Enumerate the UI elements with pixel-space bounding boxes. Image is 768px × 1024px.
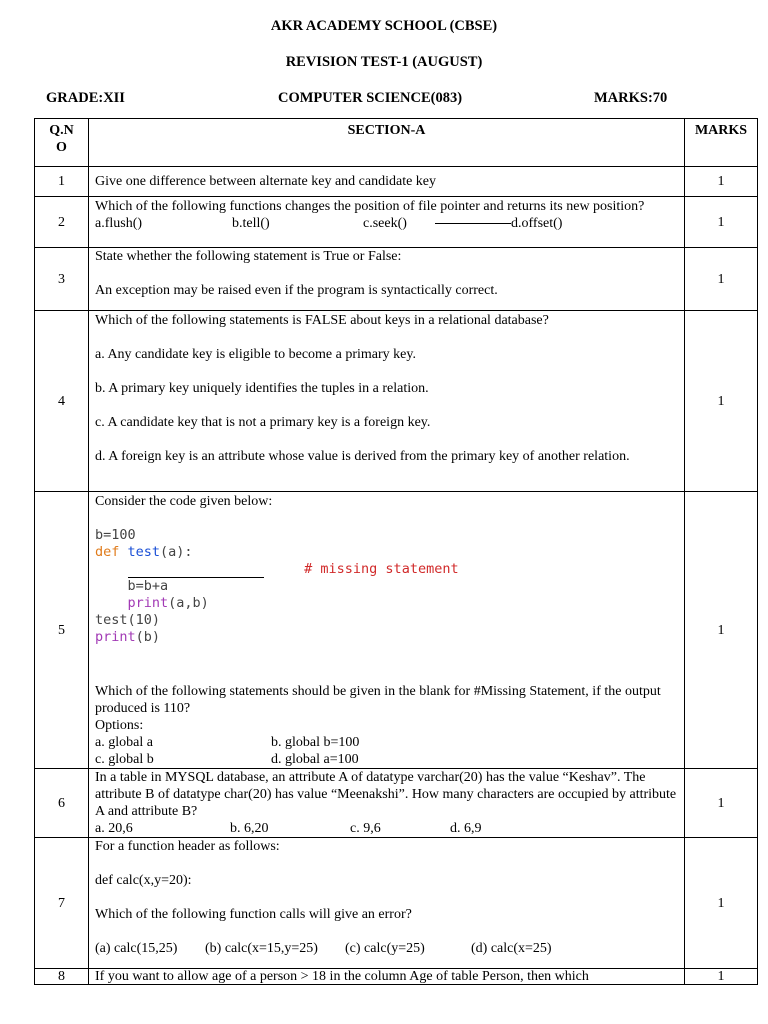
options-row [95,940,678,957]
question-number: 6 [35,769,89,838]
code-line: b=100 [95,527,136,543]
option-b: b.tell() [232,216,270,231]
subject-label: COMPUTER SCIENCE(083) [278,90,463,106]
question-marks: 1 [685,311,758,492]
option-d: d. 6,9 [450,821,482,836]
question-statement: An exception may be raised even if the program is syntactically correct. [95,283,498,298]
code-text: (b) [135,629,161,645]
option-a: a. 20,6 [95,821,133,836]
function-header: def calc(x,y=20): [95,873,192,888]
question-number: 2 [35,197,89,248]
question-row-5 [35,492,758,769]
question-row-3 [35,248,758,311]
options-row [95,215,678,232]
question-content [89,311,685,492]
question-text: In a table in MYSQL database, an attribute A of datatype varchar(20) has the value “Keshav”. The attribute B of datatype char(20) has value “Meenakshi”. How many characters are occupied by attribute A and attribute B? [95,770,677,819]
question-row-7 [35,838,758,969]
question-text: State whether the following statement is True or False: [95,249,402,264]
option-a: (a) calc(15,25) [95,941,178,956]
marks-header: MARKS [685,119,758,167]
question-content [89,492,685,769]
option-a: a.flush() [95,216,143,231]
code-comment: # missing statement [304,561,459,577]
option-a: a. global a [95,735,153,750]
question-number: 8 [35,969,89,985]
question-marks: 1 [685,969,758,985]
question-content [89,769,685,838]
option-b: (b) calc(x=15,y=25) [205,941,318,956]
question-row-4 [35,311,758,492]
question-number: 7 [35,838,89,969]
code-line [95,544,678,561]
question-text: If you want to allow age of a person > 18 in the column Age of table Person, then which [89,969,685,985]
keyword-def: def [95,544,120,560]
code-line [95,595,678,612]
grade-label: GRADE:XII [46,90,125,106]
school-name: AKR ACADEMY SCHOOL (CBSE) [270,18,498,34]
option-c: (c) calc(y=25) [345,941,425,956]
question-content [89,838,685,969]
option-c: c. A candidate key that is not a primary key is a foreign key. [95,415,431,430]
question-marks: 1 [685,769,758,838]
test-title: REVISION TEST-1 (AUGUST) [285,54,483,70]
question-marks: 1 [685,838,758,969]
section-header: SECTION-A [89,119,685,167]
option-b: b. A primary key uniquely identifies the tuples in a relation. [95,381,429,396]
option-a: a. Any candidate key is eligible to become a primary key. [95,347,416,362]
question-number: 3 [35,248,89,311]
function-params: (a): [160,544,193,560]
function-name: test [127,544,161,560]
question-marks: 1 [685,492,758,769]
code-text: (a,b) [168,595,209,611]
question-content [89,248,685,311]
qno-header: Q.N O [35,119,89,167]
option-d: (d) calc(x=25) [471,941,552,956]
marks-total: MARKS:70 [594,90,668,106]
question-text: Which of the following statements is FALSE about keys in a relational database? [95,313,549,328]
option-c: c. global b [95,752,154,767]
question-row-8 [35,969,758,985]
option-b: b. 6,20 [230,821,269,836]
question-number: 1 [35,167,89,197]
question-table [34,118,758,985]
option-c: c. 9,6 [350,821,381,836]
option-d: d. A foreign key is an attribute whose value is derived from the primary key of another relation. [95,449,630,464]
question-text: Give one difference between alternate key and candidate key [89,167,685,197]
keyword-print: print [127,595,169,611]
question-row-2 [35,197,758,248]
question-text: Which of the following statements should be given in the blank for #Missing Statement, if the output produced is 110? [95,684,661,716]
code-line-blank [95,561,678,578]
table-header-row [35,119,758,167]
question-row-1 [35,167,758,197]
question-text: Which of the following function calls will give an error? [95,907,412,922]
code-block [95,527,678,646]
code-text: b=b+a [127,578,169,594]
options-row [95,734,678,751]
keyword-print: print [95,629,136,645]
options-label: Options: [95,718,144,733]
option-c: c.seek() [363,216,407,231]
code-line [95,629,678,646]
question-marks: 1 [685,197,758,248]
question-marks: 1 [685,167,758,197]
option-b: b. global b=100 [271,735,360,750]
option-d: d.offset() [511,216,563,231]
question-number: 5 [35,492,89,769]
question-row-6 [35,769,758,838]
question-marks: 1 [685,248,758,311]
blank-line [128,564,264,578]
question-number: 4 [35,311,89,492]
question-text: Consider the code given below: [95,494,273,509]
options-row [95,820,678,837]
question-content [89,197,685,248]
option-d: d. global a=100 [271,752,359,767]
options-row [95,751,678,768]
code-line [95,578,678,595]
code-line: test(10) [95,612,161,628]
divider-line [435,223,511,224]
question-text: For a function header as follows: [95,839,280,854]
question-text: Which of the following functions changes the position of file pointer and returns its new position? [95,199,645,214]
